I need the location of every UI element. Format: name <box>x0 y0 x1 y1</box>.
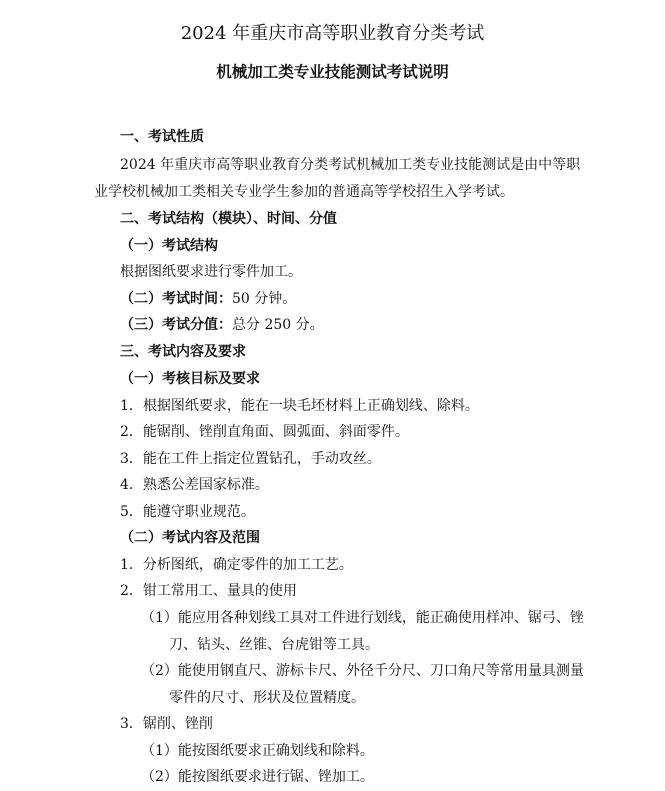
list-item: 4．熟悉公差国家标准。 <box>120 477 269 493</box>
subsection-heading: （二）考试内容及范围 <box>120 530 260 546</box>
list-item: 3．能在工件上指定位置钻孔，手动攻丝。 <box>120 451 381 467</box>
list-item: 5．能遵守职业规范。 <box>120 504 255 520</box>
paragraph-line: 根据图纸要求进行零件加工。 <box>120 264 302 280</box>
subsection-heading: （一）考核目标及要求 <box>120 371 260 387</box>
exam-time-line <box>120 289 296 309</box>
exam-score-label: （三）考试分值： <box>120 317 232 333</box>
section-heading-3: 三、考试内容及要求 <box>120 344 246 360</box>
subsection-heading: （一）考试结构 <box>120 238 218 254</box>
paragraph-line: 2024 年重庆市高等职业教育分类考试机械加工类专业技能测试是由中等职 <box>120 157 581 173</box>
section-heading-1: 一、考试性质 <box>120 129 204 145</box>
list-item: （2）能使用钢直尺、游标卡尺、外径千分尺、刀口角尺等常用量具测量 <box>141 663 584 679</box>
list-item: 2．钳工常用工、量具的使用 <box>120 583 297 599</box>
list-item: 2．能锯削、锉削直角面、圆弧面、斜面零件。 <box>120 424 409 440</box>
list-item: 3．锯削、锉削 <box>120 716 213 732</box>
list-item: （1）能按图纸要求正确划线和除料。 <box>141 743 374 759</box>
list-item-continuation: 零件的尺寸、形状及位置精度。 <box>169 690 365 706</box>
exam-time-label: （二）考试时间： <box>120 291 232 307</box>
exam-score-value: 总分 250 分。 <box>232 317 324 333</box>
list-item: （1）能应用各种划线工具对工件进行划线，能正确使用样冲、锯弓、锉 <box>141 610 584 626</box>
document-title: 2024 年重庆市高等职业教育分类考试 <box>180 23 485 44</box>
list-item: 1．分析图纸，确定零件的加工工艺。 <box>120 557 353 573</box>
exam-score-line <box>120 315 324 335</box>
document-subtitle: 机械加工类专业技能测试考试说明 <box>216 63 449 81</box>
paragraph-line: 业学校机械加工类相关专业学生参加的普通高等学校招生入学考试。 <box>94 184 514 200</box>
list-item: 1．根据图纸要求，能在一块毛坯材料上正确划线、除料。 <box>120 398 479 414</box>
exam-time-value: 50 分钟。 <box>232 291 297 307</box>
section-heading-2: 二、考试结构（模块）、时间、分值 <box>120 211 337 227</box>
list-item-continuation: 刀、钻头、丝锥、台虎钳等工具。 <box>169 637 379 653</box>
list-item: （2）能按图纸要求进行锯、锉加工。 <box>141 769 374 785</box>
